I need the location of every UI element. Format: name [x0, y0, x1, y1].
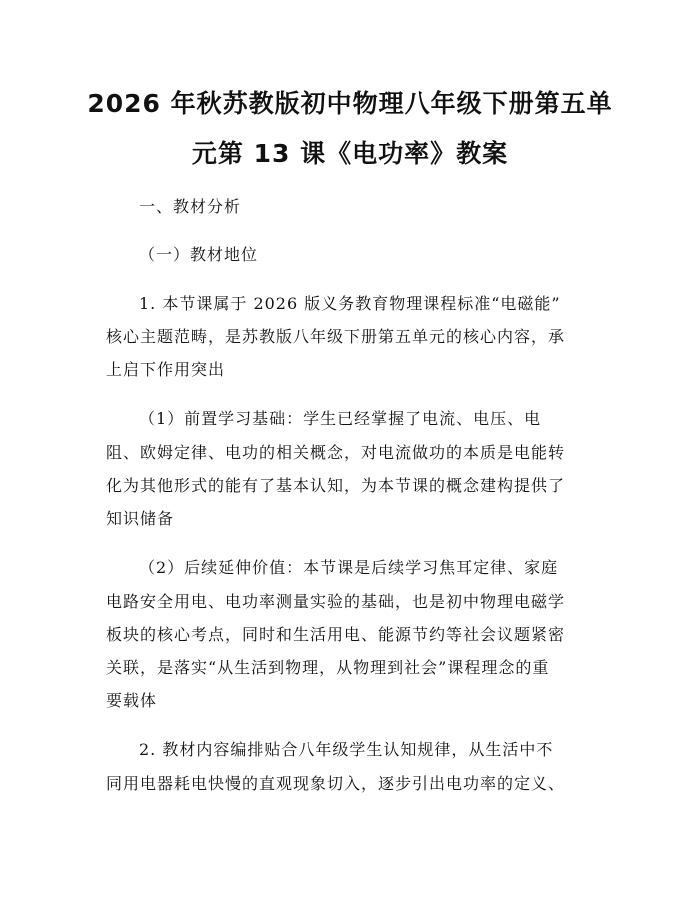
paragraph-line: 2. 教材内容编排贴合八年级学生认知规律，从生活中不	[139, 740, 554, 759]
paragraph-line: 关联，是落实“从生活到物理，从物理到社会”课程理念的重	[106, 658, 550, 677]
paragraph-line: 阻、欧姆定律、电功的相关概念，对电流做功的本质是电能转	[106, 443, 566, 462]
paragraph-line: 化为其他形式的能有了基本认知，为本节课的概念建构提供了	[106, 476, 566, 495]
paragraph-line: 知识储备	[106, 509, 175, 528]
paragraph-line: 1. 本节课属于 2026 版义务教育物理课程标准“电磁能”	[139, 294, 561, 313]
paragraph-line: 同用电器耗电快慢的直观现象切入，逐步引出电功率的定义、	[106, 774, 566, 793]
paragraph-line: 上启下作用突出	[106, 360, 226, 379]
paragraph-line: （2）后续延伸价值：本节课是后续学习焦耳定律、家庭	[139, 558, 559, 577]
document-title-line-1: 2026 年秋苏教版初中物理八年级下册第五单	[87, 89, 613, 118]
section-heading: 一、教材分析	[139, 197, 242, 216]
paragraph-line: 电路安全用电、电功率测量实验的基础，也是初中物理电磁学	[106, 592, 566, 611]
paragraph-line: 核心主题范畴，是苏教版八年级下册第五单元的核心内容，承	[106, 327, 566, 346]
document-title-line-2: 元第 13 课《电功率》教案	[191, 139, 509, 168]
paragraph-line: 要载体	[106, 691, 158, 710]
paragraph-line: （1）前置学习基础：学生已经掌握了电流、电压、电	[139, 409, 542, 428]
paragraph-line: 板块的核心考点，同时和生活用电、能源节约等社会议题紧密	[106, 625, 566, 644]
subsection-heading: （一）教材地位	[139, 245, 259, 264]
